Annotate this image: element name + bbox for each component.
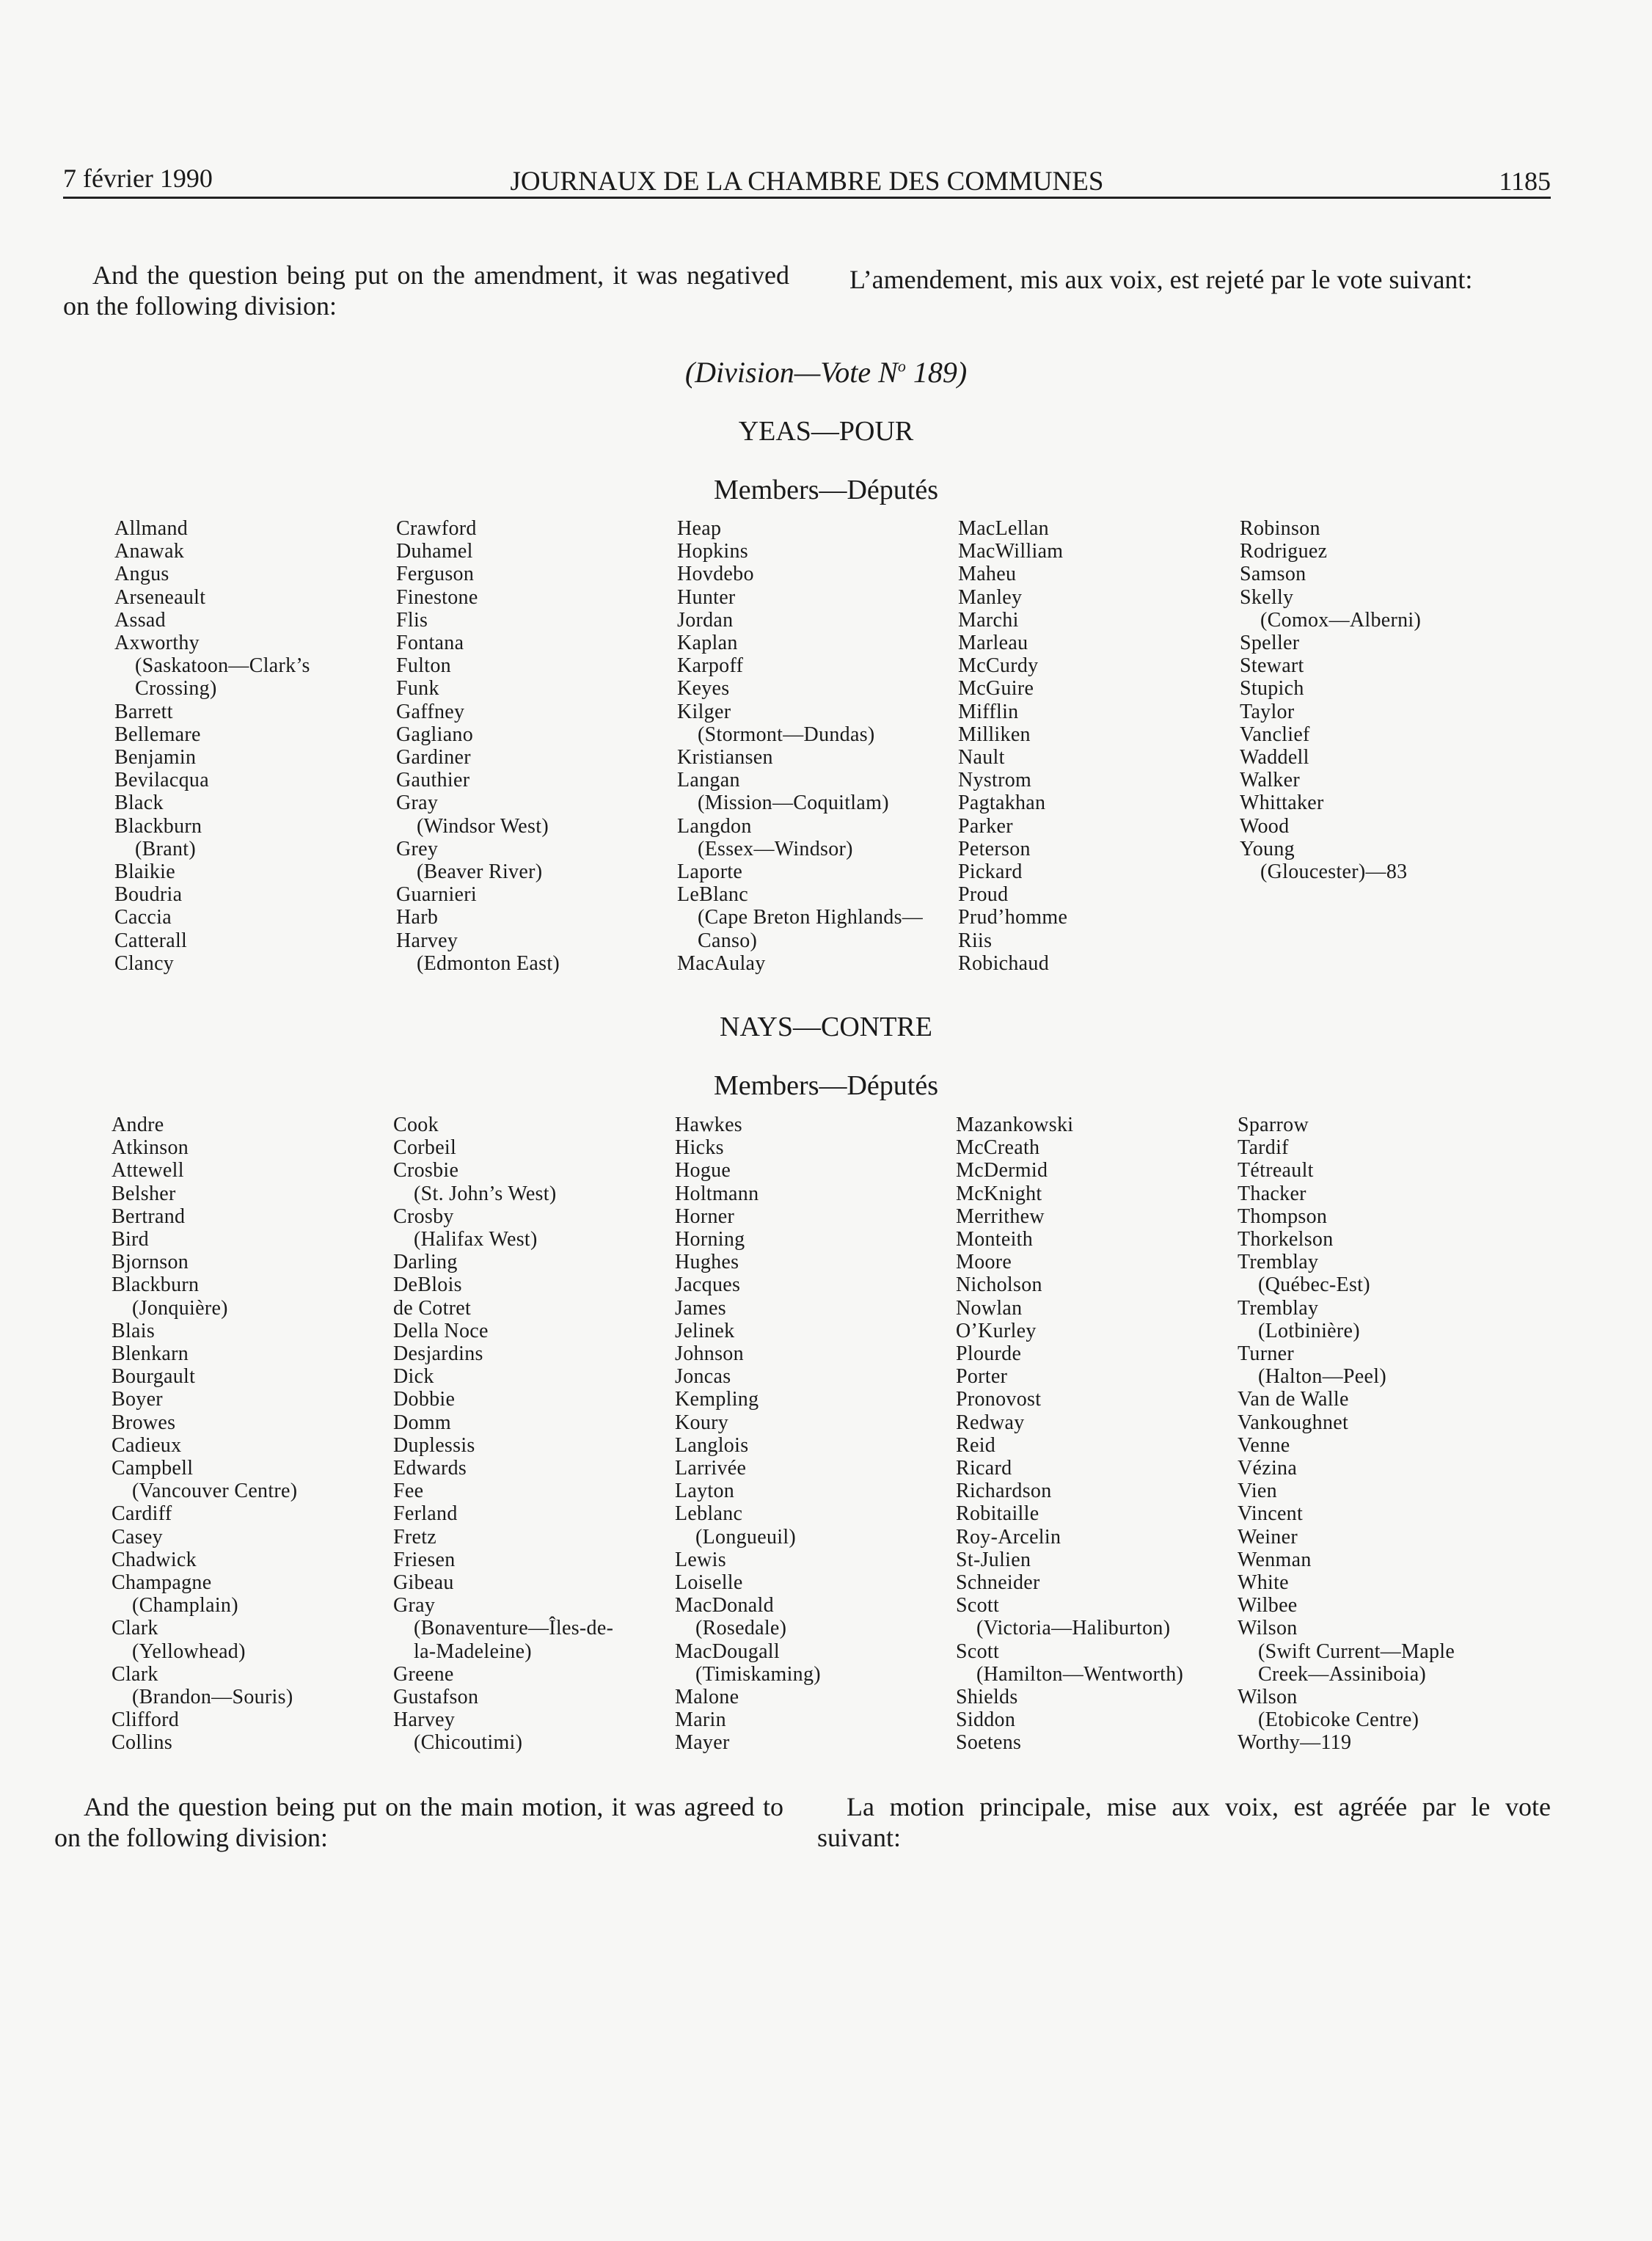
- riding-qualifier: (Chicoutimi): [414, 1731, 523, 1755]
- member-name: Gray: [393, 1594, 436, 1617]
- member-name: Layton: [675, 1480, 735, 1503]
- riding-qualifier: (Hamilton—Wentworth): [976, 1662, 1184, 1686]
- riding-qualifier: (Essex—Windsor): [698, 837, 853, 860]
- member-name: Manley: [958, 585, 1023, 609]
- member-name: Bevilacqua: [114, 769, 209, 792]
- member-name: Hughes: [675, 1251, 739, 1274]
- riding-qualifier: (Champlain): [132, 1594, 238, 1617]
- member-name: Scott: [956, 1594, 1000, 1617]
- member-name: Browes: [112, 1411, 176, 1434]
- member-name: Bourgault: [112, 1365, 196, 1389]
- member-name: Holtmann: [675, 1182, 759, 1205]
- amendment-question-english: And the question being put on the amendment, it was negatived on the following division:: [63, 260, 789, 321]
- member-name: Redway: [956, 1411, 1025, 1434]
- member-name: Robitaille: [956, 1502, 1039, 1526]
- member-name: Worthy—119: [1238, 1731, 1352, 1755]
- riding-qualifier: (St. John’s West): [414, 1182, 557, 1205]
- member-name: Parker: [958, 814, 1013, 838]
- member-name: Loiselle: [675, 1571, 743, 1595]
- riding-qualifier: (Québec-Est): [1258, 1273, 1370, 1297]
- member-name: Blais: [112, 1319, 156, 1342]
- member-name: Clancy: [114, 951, 175, 975]
- yeas-column-2: [396, 517, 675, 975]
- member-name: McCreath: [956, 1136, 1040, 1160]
- member-name: Keyes: [677, 677, 730, 701]
- member-name: Young: [1240, 837, 1295, 860]
- member-name: Vankoughnet: [1238, 1411, 1349, 1434]
- member-name: Riis: [958, 929, 993, 952]
- member-name: Prud’homme: [958, 906, 1068, 929]
- member-name: Weiner: [1238, 1525, 1298, 1549]
- yeas-column-5: [1240, 517, 1518, 883]
- member-name: Crawford: [396, 517, 477, 540]
- member-name: Siddon: [956, 1708, 1016, 1732]
- member-name: Jacques: [675, 1273, 741, 1297]
- running-header: [63, 158, 1551, 199]
- member-name: Vézina: [1238, 1457, 1298, 1480]
- member-name: Wood: [1240, 814, 1290, 838]
- member-name: McCurdy: [958, 654, 1039, 678]
- nays-members-heading: Members—Députés: [713, 1070, 939, 1101]
- riding-qualifier: (Vancouver Centre): [132, 1480, 298, 1503]
- member-name: Pickard: [958, 860, 1023, 884]
- nays-column-2: [393, 1114, 672, 1755]
- yeas-members-heading: Members—Députés: [713, 475, 939, 505]
- member-name: Gardiner: [396, 746, 471, 769]
- member-name: Scott: [956, 1639, 1000, 1663]
- member-name: Ferland: [393, 1502, 458, 1526]
- member-name: Mifflin: [958, 700, 1019, 723]
- member-name: Kristiansen: [677, 746, 773, 769]
- member-name: Thompson: [1238, 1204, 1328, 1228]
- member-name: Skelly: [1240, 585, 1294, 609]
- member-name: Casey: [112, 1525, 163, 1549]
- member-name: Taylor: [1240, 700, 1295, 723]
- member-name: Crosbie: [393, 1159, 459, 1182]
- member-name: Belsher: [112, 1182, 176, 1205]
- member-name: Shields: [956, 1686, 1018, 1709]
- member-name: Chadwick: [112, 1548, 197, 1571]
- member-name: Wenman: [1238, 1548, 1312, 1571]
- member-name: Anawak: [114, 540, 185, 563]
- member-name: Leblanc: [675, 1502, 743, 1526]
- riding-qualifier: (Brandon—Souris): [132, 1686, 293, 1709]
- member-name: Stewart: [1240, 654, 1304, 678]
- member-name: Ricard: [956, 1457, 1012, 1480]
- member-name: Karpoff: [677, 654, 744, 678]
- member-name: Blenkarn: [112, 1342, 189, 1366]
- riding-qualifier: (Yellowhead): [132, 1639, 246, 1663]
- riding-qualifier: Crossing): [135, 677, 217, 701]
- member-name: Fontana: [396, 632, 464, 655]
- member-name: Jordan: [677, 608, 734, 632]
- riding-qualifier: Creek—Assiniboia): [1258, 1662, 1427, 1686]
- member-name: Tremblay: [1238, 1296, 1319, 1320]
- member-name: Grey: [396, 837, 439, 860]
- header-title: JOURNAUX DE LA CHAMBRE DES COMMUNES: [510, 167, 1104, 197]
- member-name: Black: [114, 792, 164, 815]
- member-name: Benjamin: [114, 746, 197, 769]
- member-name: Angus: [114, 563, 169, 586]
- riding-qualifier: la-Madeleine): [414, 1639, 532, 1663]
- division-label-prefix: (Division—Vote N: [684, 356, 898, 389]
- member-name: Marleau: [958, 632, 1028, 655]
- member-name: Dick: [393, 1365, 434, 1389]
- member-name: Mazankowski: [956, 1114, 1074, 1136]
- member-name: Allmand: [114, 517, 189, 540]
- member-name: Heap: [677, 517, 722, 540]
- riding-qualifier: (Lotbinière): [1258, 1319, 1360, 1342]
- member-name: Stupich: [1240, 677, 1304, 701]
- member-name: Gauthier: [396, 769, 470, 792]
- member-name: Langan: [677, 769, 740, 792]
- member-name: Monteith: [956, 1228, 1034, 1251]
- member-name: Johnson: [675, 1342, 744, 1366]
- yeas-column-4: [958, 517, 1237, 975]
- member-name: Horning: [675, 1228, 745, 1251]
- member-name: McKnight: [956, 1182, 1042, 1205]
- member-name: MacWilliam: [958, 540, 1064, 563]
- member-name: Hogue: [675, 1159, 731, 1182]
- riding-qualifier: (Gloucester)—83: [1260, 860, 1408, 884]
- member-name: Nowlan: [956, 1296, 1023, 1320]
- member-name: Kaplan: [677, 632, 738, 655]
- member-name: Vien: [1238, 1480, 1277, 1503]
- main-motion-question-english: And the question being put on the main motion, it was agreed to on the following division:: [54, 1792, 783, 1852]
- member-name: Hicks: [675, 1136, 724, 1160]
- member-name: Hovdebo: [677, 563, 754, 586]
- member-name: Van de Walle: [1238, 1388, 1349, 1411]
- member-name: Roy-Arcelin: [956, 1525, 1061, 1549]
- member-name: Tardif: [1238, 1136, 1289, 1160]
- member-name: Horner: [675, 1204, 735, 1228]
- nays-column-4: [956, 1114, 1235, 1755]
- nays-column-1: [112, 1114, 390, 1755]
- member-name: Bird: [112, 1228, 149, 1251]
- member-name: Darling: [393, 1251, 458, 1274]
- member-name: Speller: [1240, 632, 1300, 655]
- member-name: Larrivée: [675, 1457, 747, 1480]
- member-name: Catterall: [114, 929, 188, 952]
- riding-qualifier: (Jonquière): [132, 1296, 228, 1320]
- member-name: Vanclief: [1240, 723, 1310, 746]
- member-name: Nystrom: [958, 769, 1032, 792]
- member-name: Gray: [396, 792, 439, 815]
- member-name: Greene: [393, 1662, 454, 1686]
- member-name: Samson: [1240, 563, 1306, 586]
- member-name: Merrithew: [956, 1204, 1045, 1228]
- member-name: Richardson: [956, 1480, 1052, 1503]
- member-name: Turner: [1238, 1342, 1294, 1366]
- member-name: DeBlois: [393, 1273, 462, 1297]
- riding-qualifier: (Brant): [135, 837, 196, 860]
- member-name: Clark: [112, 1662, 158, 1686]
- member-name: Crosby: [393, 1204, 454, 1228]
- member-name: White: [1238, 1571, 1289, 1595]
- riding-qualifier: (Halifax West): [414, 1228, 538, 1251]
- member-name: Walker: [1240, 769, 1300, 792]
- riding-qualifier: (Etobicoke Centre): [1258, 1708, 1419, 1732]
- member-name: Venne: [1238, 1433, 1290, 1457]
- member-name: Tremblay: [1238, 1251, 1319, 1274]
- member-name: Harb: [396, 906, 439, 929]
- member-name: Harvey: [396, 929, 458, 952]
- member-name: Guarnieri: [396, 883, 477, 907]
- member-name: Koury: [675, 1411, 729, 1434]
- member-name: Thacker: [1238, 1182, 1306, 1205]
- division-label-suffix: 189): [905, 356, 968, 389]
- member-name: Pagtakhan: [958, 792, 1046, 815]
- member-name: Bellemare: [114, 723, 201, 746]
- member-name: Harvey: [393, 1708, 456, 1732]
- riding-qualifier: (Saskatoon—Clark’s: [135, 654, 310, 678]
- riding-qualifier: (Beaver River): [417, 860, 543, 884]
- member-name: Champagne: [112, 1571, 212, 1595]
- amendment-question-french: L’amendement, mis aux voix, est rejeté par le vote suivant:: [849, 265, 1473, 294]
- member-name: Jelinek: [675, 1319, 735, 1342]
- nays-column-5: [1238, 1114, 1516, 1755]
- member-name: Cardiff: [112, 1502, 172, 1526]
- member-name: Domm: [393, 1411, 451, 1434]
- riding-qualifier: (Bonaventure—Îles-de-: [414, 1617, 614, 1640]
- member-name: Gagliano: [396, 723, 474, 746]
- nays-column-3: [675, 1114, 954, 1755]
- member-name: Langdon: [677, 814, 752, 838]
- member-name: Kempling: [675, 1388, 759, 1411]
- division-label: [0, 355, 1652, 390]
- member-name: Wilbee: [1238, 1594, 1298, 1617]
- member-name: Della Noce: [393, 1319, 489, 1342]
- member-name: Maheu: [958, 563, 1017, 586]
- member-name: Hunter: [677, 585, 736, 609]
- yeas-heading: YEAS—POUR: [738, 416, 914, 447]
- member-name: Gaffney: [396, 700, 465, 723]
- member-name: Plourde: [956, 1342, 1022, 1366]
- member-name: Fulton: [396, 654, 451, 678]
- member-name: Soetens: [956, 1731, 1022, 1755]
- yeas-column-3: [677, 517, 956, 975]
- member-name: Blaikie: [114, 860, 175, 884]
- member-name: Gibeau: [393, 1571, 454, 1595]
- member-name: Collins: [112, 1731, 173, 1755]
- member-name: Mayer: [675, 1731, 730, 1755]
- member-name: Hopkins: [677, 540, 748, 563]
- member-name: Waddell: [1240, 746, 1309, 769]
- member-name: MacLellan: [958, 517, 1049, 540]
- member-name: Joncas: [675, 1365, 731, 1389]
- riding-qualifier: Canso): [698, 929, 758, 952]
- member-name: James: [675, 1296, 726, 1320]
- member-name: Bertrand: [112, 1204, 186, 1228]
- member-name: Sparrow: [1238, 1114, 1309, 1136]
- member-name: de Cotret: [393, 1296, 472, 1320]
- member-name: Edwards: [393, 1457, 467, 1480]
- riding-qualifier: (Edmonton East): [417, 951, 560, 975]
- riding-qualifier: (Cape Breton Highlands—: [698, 906, 924, 929]
- member-name: LeBlanc: [677, 883, 748, 907]
- member-name: Ferguson: [396, 563, 475, 586]
- member-name: Pronovost: [956, 1388, 1042, 1411]
- member-name: Attewell: [112, 1159, 184, 1182]
- member-name: Arseneault: [114, 585, 206, 609]
- main-motion-question-french: La motion principale, mise aux voix, est agréée par le vote suivant:: [817, 1792, 1551, 1852]
- riding-qualifier: (Mission—Coquitlam): [698, 792, 889, 815]
- member-name: Corbeil: [393, 1136, 457, 1160]
- division-label-sup: o: [897, 357, 906, 376]
- member-name: Campbell: [112, 1457, 194, 1480]
- member-name: Hawkes: [675, 1114, 742, 1136]
- member-name: MacAulay: [677, 951, 766, 975]
- member-name: Peterson: [958, 837, 1031, 860]
- member-name: Boudria: [114, 883, 183, 907]
- member-name: Desjardins: [393, 1342, 483, 1366]
- member-name: Thorkelson: [1238, 1228, 1334, 1251]
- member-name: McDermid: [956, 1159, 1048, 1182]
- member-name: Kilger: [677, 700, 731, 723]
- member-name: Axworthy: [114, 632, 200, 655]
- member-name: Clifford: [112, 1708, 180, 1732]
- riding-qualifier: (Timiskaming): [695, 1662, 821, 1686]
- member-name: Rodriguez: [1240, 540, 1328, 563]
- member-name: Langlois: [675, 1433, 749, 1457]
- member-name: Gustafson: [393, 1686, 479, 1709]
- member-name: Caccia: [114, 906, 172, 929]
- member-name: Flis: [396, 608, 428, 632]
- member-name: Robichaud: [958, 951, 1050, 975]
- member-name: Robinson: [1240, 517, 1320, 540]
- member-name: Funk: [396, 677, 439, 701]
- member-name: Lewis: [675, 1548, 726, 1571]
- riding-qualifier: (Swift Current—Maple: [1258, 1639, 1455, 1663]
- member-name: Cook: [393, 1114, 439, 1136]
- member-name: Blackburn: [112, 1273, 200, 1297]
- yeas-column-1: [114, 517, 393, 975]
- riding-qualifier: (Longueuil): [695, 1525, 797, 1549]
- riding-qualifier: (Rosedale): [695, 1617, 787, 1640]
- member-name: Reid: [956, 1433, 996, 1457]
- member-name: Bjornson: [112, 1251, 189, 1274]
- header-page-number: 1185: [1499, 167, 1551, 196]
- member-name: Blackburn: [114, 814, 202, 838]
- member-name: Barrett: [114, 700, 173, 723]
- member-name: Whittaker: [1240, 792, 1324, 815]
- member-name: Vincent: [1238, 1502, 1304, 1526]
- member-name: Clark: [112, 1617, 158, 1640]
- member-name: Boyer: [112, 1388, 163, 1411]
- member-name: Atkinson: [112, 1136, 189, 1160]
- member-name: Nault: [958, 746, 1005, 769]
- member-name: Wilson: [1238, 1686, 1298, 1709]
- member-name: Tétreault: [1238, 1159, 1314, 1182]
- member-name: Marin: [675, 1708, 726, 1732]
- member-name: Finestone: [396, 585, 478, 609]
- member-name: MacDonald: [675, 1594, 774, 1617]
- member-name: MacDougall: [675, 1639, 780, 1663]
- riding-qualifier: (Stormont—Dundas): [698, 723, 875, 746]
- member-name: Duhamel: [396, 540, 473, 563]
- member-name: Wilson: [1238, 1617, 1298, 1640]
- riding-qualifier: (Halton—Peel): [1258, 1365, 1386, 1389]
- riding-qualifier: (Windsor West): [417, 814, 549, 838]
- nays-heading: NAYS—CONTRE: [720, 1012, 932, 1042]
- member-name: Schneider: [956, 1571, 1040, 1595]
- member-name: Friesen: [393, 1548, 456, 1571]
- member-name: Nicholson: [956, 1273, 1042, 1297]
- member-name: Andre: [112, 1114, 164, 1136]
- member-name: Malone: [675, 1686, 739, 1709]
- member-name: Marchi: [958, 608, 1019, 632]
- member-name: Fee: [393, 1480, 424, 1503]
- member-name: Fretz: [393, 1525, 437, 1549]
- member-name: Laporte: [677, 860, 743, 884]
- member-name: McGuire: [958, 677, 1034, 701]
- riding-qualifier: (Victoria—Haliburton): [976, 1617, 1171, 1640]
- header-date: 7 février 1990: [63, 164, 213, 193]
- member-name: Proud: [958, 883, 1009, 907]
- member-name: Dobbie: [393, 1388, 456, 1411]
- member-name: St-Julien: [956, 1548, 1031, 1571]
- member-name: Duplessis: [393, 1433, 475, 1457]
- member-name: Assad: [114, 608, 166, 632]
- member-name: Porter: [956, 1365, 1008, 1389]
- member-name: O’Kurley: [956, 1319, 1037, 1342]
- member-name: Moore: [956, 1251, 1012, 1274]
- riding-qualifier: (Comox—Alberni): [1260, 608, 1422, 632]
- member-name: Milliken: [958, 723, 1031, 746]
- member-name: Cadieux: [112, 1433, 182, 1457]
